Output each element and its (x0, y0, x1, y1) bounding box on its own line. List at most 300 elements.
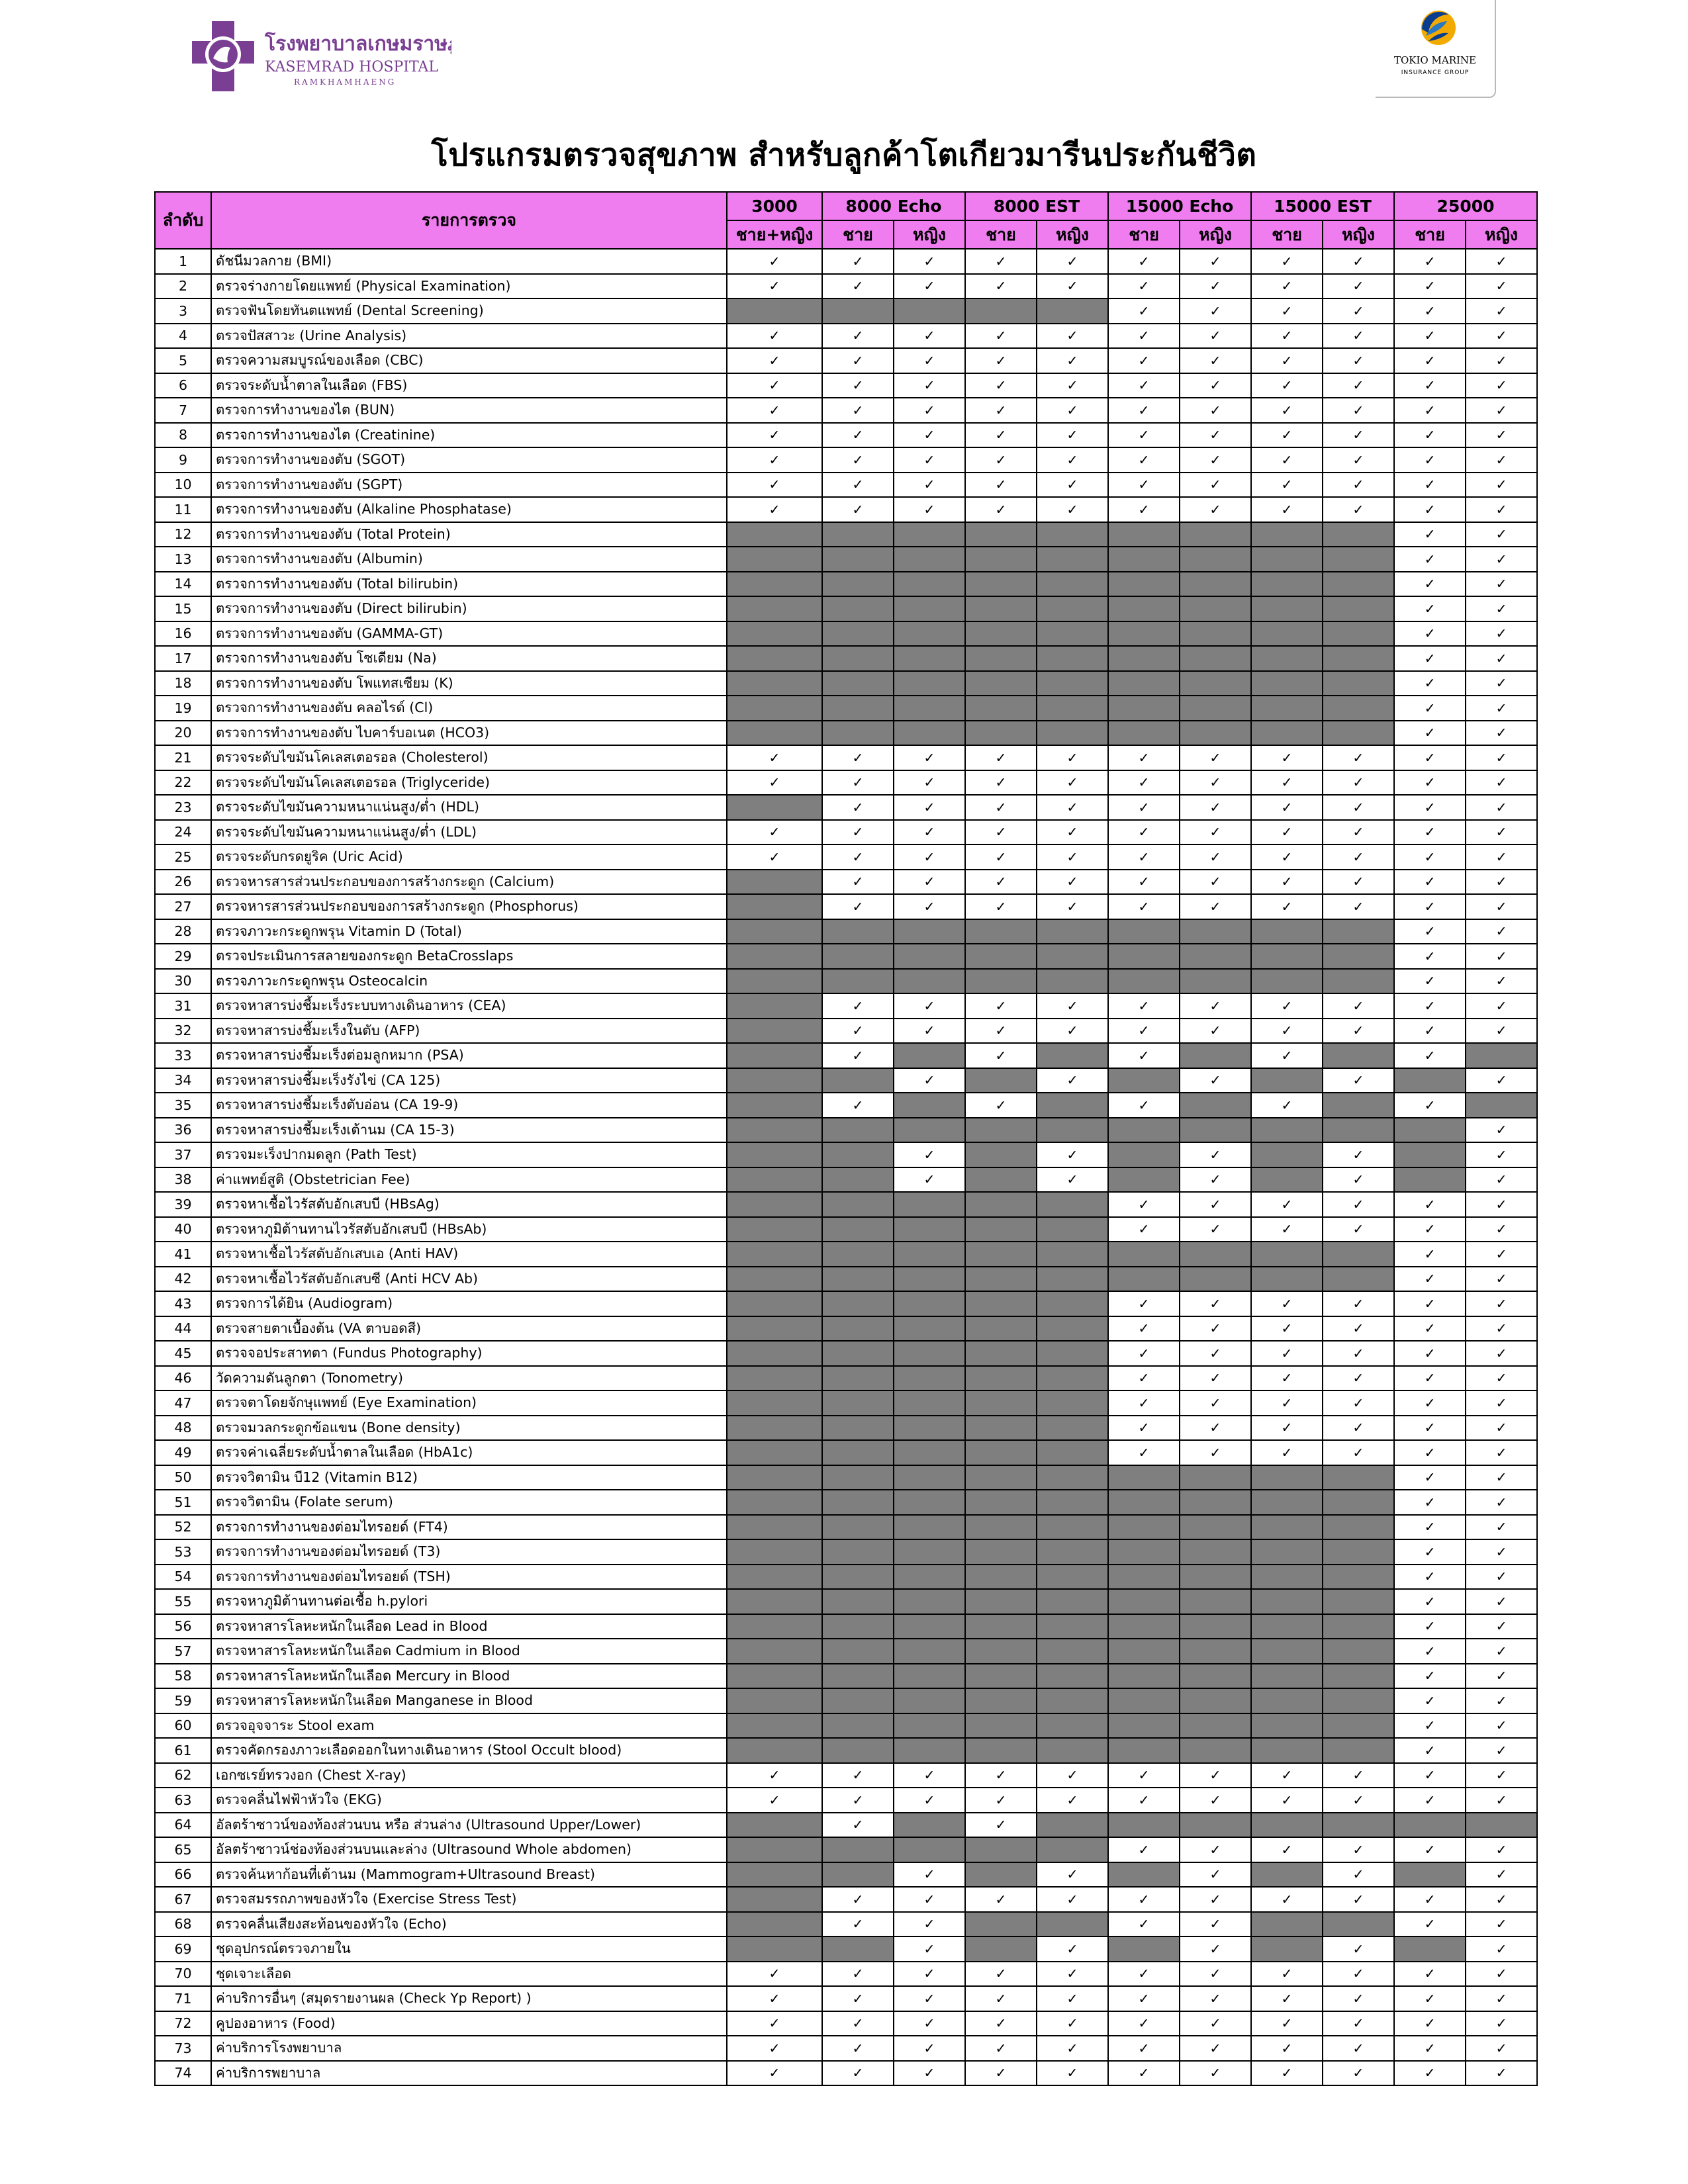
row-item: ตรวจการทำงานของตับ (SGPT) (211, 473, 727, 498)
row-item: ตรวจหาสารโลหะหนักในเลือด Lead in Blood (211, 1614, 727, 1639)
check-icon: ✓ (1394, 1614, 1466, 1639)
check-icon: ✓ (1466, 770, 1537, 796)
unavailable-cell (822, 1291, 894, 1316)
check-icon: ✓ (1466, 2061, 1537, 2086)
unavailable-cell (822, 1118, 894, 1143)
check-icon: ✓ (1466, 1366, 1537, 1391)
unavailable-cell (1251, 1936, 1323, 1962)
unavailable-cell (1037, 1837, 1108, 1862)
unavailable-cell (1180, 1490, 1251, 1515)
table-row (155, 547, 1537, 572)
check-icon: ✓ (1394, 547, 1466, 572)
unavailable-cell (894, 1093, 965, 1118)
unavailable-cell (965, 572, 1037, 597)
row-number: 62 (155, 1763, 211, 1788)
unavailable-cell (822, 1068, 894, 1093)
check-icon: ✓ (965, 348, 1037, 373)
row-item: เอกซเรย์ทรวงอก (Chest X-ray) (211, 1763, 727, 1788)
check-icon: ✓ (1251, 249, 1323, 274)
unavailable-cell (1037, 1813, 1108, 1838)
check-icon: ✓ (1466, 721, 1537, 746)
unavailable-cell (1108, 621, 1180, 647)
check-icon: ✓ (1466, 249, 1537, 274)
unavailable-cell (894, 1366, 965, 1391)
check-icon: ✓ (1466, 1664, 1537, 1689)
check-icon: ✓ (1180, 894, 1251, 919)
table-row (155, 572, 1537, 597)
check-icon: ✓ (1394, 696, 1466, 721)
check-icon: ✓ (1108, 844, 1180, 870)
row-number: 1 (155, 249, 211, 274)
unavailable-cell (1323, 1043, 1394, 1068)
table-row (155, 1589, 1537, 1614)
unavailable-cell (1251, 522, 1323, 547)
row-item: ชุดอุปกรณ์ตรวจภายใน (211, 1936, 727, 1962)
row-number: 52 (155, 1515, 211, 1540)
row-item: ตรวจคลื่นไฟฟ้าหัวใจ (EKG) (211, 1788, 727, 1813)
row-item: ชุดเจาะเลือด (211, 1962, 727, 1987)
row-number: 64 (155, 1813, 211, 1838)
unavailable-cell (965, 1465, 1037, 1490)
check-icon: ✓ (1108, 1837, 1180, 1862)
row-item: ตรวจหารสารส่วนประกอบของการสร้างกระดูก (Calcium) (211, 870, 727, 895)
check-icon: ✓ (894, 1986, 965, 2011)
check-icon: ✓ (1037, 274, 1108, 299)
check-icon: ✓ (822, 249, 894, 274)
check-icon: ✓ (1108, 1366, 1180, 1391)
check-icon: ✓ (1466, 1291, 1537, 1316)
unavailable-cell (1323, 522, 1394, 547)
check-icon: ✓ (822, 324, 894, 349)
check-icon: ✓ (894, 1068, 965, 1093)
unavailable-cell (894, 1515, 965, 1540)
row-number: 72 (155, 2011, 211, 2036)
unavailable-cell (965, 1912, 1037, 1937)
unavailable-cell (965, 1366, 1037, 1391)
row-item: ตรวจการทำงานของต่อมไทรอยด์ (T3) (211, 1539, 727, 1565)
check-icon: ✓ (727, 348, 822, 373)
check-icon: ✓ (1394, 324, 1466, 349)
check-icon: ✓ (894, 1862, 965, 1888)
check-icon: ✓ (1466, 944, 1537, 969)
unavailable-cell (822, 1341, 894, 1366)
row-item: ตรวจการทำงานของตับ (Total Protein) (211, 522, 727, 547)
check-icon: ✓ (965, 447, 1037, 473)
row-number: 60 (155, 1713, 211, 1739)
unavailable-cell (894, 1713, 965, 1739)
check-icon: ✓ (1251, 770, 1323, 796)
table-row (155, 820, 1537, 845)
unavailable-cell (1180, 919, 1251, 944)
hospital-name-en: KASEMRAD HOSPITAL (265, 59, 438, 75)
check-icon: ✓ (1108, 1019, 1180, 1044)
check-icon: ✓ (1108, 1986, 1180, 2011)
table-row (155, 696, 1537, 721)
table-row (155, 1093, 1537, 1118)
check-icon: ✓ (1251, 348, 1323, 373)
check-icon: ✓ (894, 1887, 965, 1912)
unavailable-cell (1108, 1242, 1180, 1267)
header-gender: หญิง (1180, 220, 1251, 249)
check-icon: ✓ (1251, 473, 1323, 498)
check-icon: ✓ (965, 373, 1037, 398)
check-icon: ✓ (822, 1043, 894, 1068)
check-icon: ✓ (1037, 770, 1108, 796)
unavailable-cell (1251, 969, 1323, 994)
unavailable-cell (894, 1217, 965, 1242)
check-icon: ✓ (1180, 398, 1251, 423)
check-icon: ✓ (1323, 870, 1394, 895)
check-icon: ✓ (894, 844, 965, 870)
table-row (155, 1242, 1537, 1267)
row-number: 17 (155, 646, 211, 671)
row-number: 37 (155, 1142, 211, 1167)
unavailable-cell (894, 1539, 965, 1565)
row-number: 13 (155, 547, 211, 572)
unavailable-cell (1323, 547, 1394, 572)
check-icon: ✓ (1251, 894, 1323, 919)
unavailable-cell (1108, 944, 1180, 969)
unavailable-cell (965, 1565, 1037, 1590)
row-item: ตรวจประเมินการสลายของกระดูก BetaCrosslaps (211, 944, 727, 969)
unavailable-cell (822, 572, 894, 597)
unavailable-cell (1037, 671, 1108, 696)
unavailable-cell (727, 1167, 822, 1193)
row-number: 28 (155, 919, 211, 944)
row-number: 15 (155, 596, 211, 621)
unavailable-cell (822, 1738, 894, 1763)
check-icon: ✓ (727, 473, 822, 498)
check-icon: ✓ (894, 348, 965, 373)
check-icon: ✓ (1180, 373, 1251, 398)
check-icon: ✓ (1037, 844, 1108, 870)
unavailable-cell (965, 1639, 1037, 1664)
check-icon: ✓ (965, 1887, 1037, 1912)
unavailable-cell (1323, 1713, 1394, 1739)
unavailable-cell (1323, 596, 1394, 621)
unavailable-cell (1251, 1738, 1323, 1763)
table-row (155, 423, 1537, 448)
row-number: 46 (155, 1366, 211, 1391)
unavailable-cell (1180, 1688, 1251, 1713)
row-number: 22 (155, 770, 211, 796)
unavailable-cell (965, 1242, 1037, 1267)
unavailable-cell (965, 596, 1037, 621)
check-icon: ✓ (1108, 473, 1180, 498)
unavailable-cell (822, 1589, 894, 1614)
unavailable-cell (1037, 1118, 1108, 1143)
check-icon: ✓ (1323, 1986, 1394, 2011)
check-icon: ✓ (965, 745, 1037, 770)
check-icon: ✓ (1466, 497, 1537, 522)
unavailable-cell (1323, 646, 1394, 671)
check-icon: ✓ (1251, 820, 1323, 845)
unavailable-cell (1037, 1192, 1108, 1217)
row-number: 58 (155, 1664, 211, 1689)
check-icon: ✓ (727, 1962, 822, 1987)
unavailable-cell (1251, 1565, 1323, 1590)
table-row (155, 249, 1537, 274)
row-item: อัลตร้าซาวน์ช่องท้องส่วนบนและล่าง (Ultrasound Whole abdomen) (211, 1837, 727, 1862)
unavailable-cell (822, 1167, 894, 1193)
unavailable-cell (1108, 1267, 1180, 1292)
table-row (155, 1539, 1537, 1565)
unavailable-cell (822, 1217, 894, 1242)
check-icon: ✓ (1180, 1440, 1251, 1465)
check-icon: ✓ (965, 398, 1037, 423)
check-icon: ✓ (1466, 621, 1537, 647)
unavailable-cell (965, 1936, 1037, 1962)
unavailable-cell (894, 1440, 965, 1465)
row-number: 35 (155, 1093, 211, 1118)
header-gender: ชาย (965, 220, 1037, 249)
unavailable-cell (965, 1688, 1037, 1713)
check-icon: ✓ (1108, 1763, 1180, 1788)
row-item: ตรวจหาสารโลหะหนักในเลือด Cadmium in Blood (211, 1639, 727, 1664)
check-icon: ✓ (1108, 348, 1180, 373)
check-icon: ✓ (1251, 844, 1323, 870)
table-row (155, 1267, 1537, 1292)
check-icon: ✓ (1251, 1763, 1323, 1788)
row-item: ตรวจหาสารบ่งชี้มะเร็งต่อมลูกหมาก (PSA) (211, 1043, 727, 1068)
check-icon: ✓ (1323, 2036, 1394, 2061)
check-icon: ✓ (894, 497, 965, 522)
unavailable-cell (1037, 572, 1108, 597)
unavailable-cell (822, 547, 894, 572)
unavailable-cell (1108, 522, 1180, 547)
check-icon: ✓ (1466, 844, 1537, 870)
table-row (155, 1887, 1537, 1912)
unavailable-cell (1108, 1813, 1180, 1838)
check-icon: ✓ (1108, 1416, 1180, 1441)
table-row (155, 596, 1537, 621)
table-row (155, 1465, 1537, 1490)
unavailable-cell (727, 1440, 822, 1465)
check-icon: ✓ (894, 870, 965, 895)
check-icon: ✓ (1394, 572, 1466, 597)
table-row (155, 298, 1537, 324)
unavailable-cell (894, 1465, 965, 1490)
row-number: 51 (155, 1490, 211, 1515)
check-icon: ✓ (1466, 1267, 1537, 1292)
unavailable-cell (1180, 596, 1251, 621)
unavailable-cell (894, 1813, 965, 1838)
unavailable-cell (1180, 1267, 1251, 1292)
row-number: 67 (155, 1887, 211, 1912)
unavailable-cell (1251, 671, 1323, 696)
unavailable-cell (965, 1217, 1037, 1242)
row-item: ตรวจการทำงานของตับ โพแทสเซียม (K) (211, 671, 727, 696)
row-number: 55 (155, 1589, 211, 1614)
unavailable-cell (965, 1167, 1037, 1193)
check-icon: ✓ (1251, 1093, 1323, 1118)
check-icon: ✓ (1037, 2036, 1108, 2061)
table-body (155, 249, 1537, 2085)
check-icon: ✓ (1180, 1862, 1251, 1888)
check-icon: ✓ (894, 447, 965, 473)
unavailable-cell (1037, 1341, 1108, 1366)
check-icon: ✓ (1108, 497, 1180, 522)
unavailable-cell (822, 1515, 894, 1540)
unavailable-cell (727, 1589, 822, 1614)
check-icon: ✓ (1466, 1390, 1537, 1416)
row-item: ตรวจหาสารบ่งชี้มะเร็งเต้านม (CA 15-3) (211, 1118, 727, 1143)
unavailable-cell (1180, 547, 1251, 572)
row-item: ค่าบริการโรงพยาบาล (211, 2036, 727, 2061)
check-icon: ✓ (1394, 497, 1466, 522)
check-icon: ✓ (965, 423, 1037, 448)
unavailable-cell (965, 1192, 1037, 1217)
row-number: 2 (155, 274, 211, 299)
unavailable-cell (1323, 621, 1394, 647)
check-icon: ✓ (1037, 398, 1108, 423)
row-item: ตรวจการทำงานของตับ (Albumin) (211, 547, 727, 572)
unavailable-cell (1180, 969, 1251, 994)
check-icon: ✓ (1108, 820, 1180, 845)
check-icon: ✓ (1466, 1962, 1537, 1987)
row-item: ตรวจสมรรถภาพของหัวใจ (Exercise Stress Test) (211, 1887, 727, 1912)
table-row (155, 1291, 1537, 1316)
unavailable-cell (822, 621, 894, 647)
row-number: 6 (155, 373, 211, 398)
check-icon: ✓ (1180, 298, 1251, 324)
hospital-branch: RAMKHAMHAENG (294, 77, 397, 87)
unavailable-cell (1180, 621, 1251, 647)
check-icon: ✓ (965, 2036, 1037, 2061)
unavailable-cell (822, 1713, 894, 1739)
check-icon: ✓ (894, 820, 965, 845)
check-icon: ✓ (1180, 2036, 1251, 2061)
row-item: ตรวจวิตามิน บี12 (Vitamin B12) (211, 1465, 727, 1490)
check-icon: ✓ (1466, 696, 1537, 721)
table-row (155, 1788, 1537, 1813)
check-icon: ✓ (1466, 1788, 1537, 1813)
table-row (155, 473, 1537, 498)
check-icon: ✓ (1466, 298, 1537, 324)
unavailable-cell (1108, 1738, 1180, 1763)
row-item: ตรวจระดับไขมันโคเลสเตอรอล (Cholesterol) (211, 745, 727, 770)
unavailable-cell (965, 721, 1037, 746)
check-icon: ✓ (1394, 1440, 1466, 1465)
header-gender: หญิง (894, 220, 965, 249)
check-icon: ✓ (1394, 944, 1466, 969)
table-row (155, 1936, 1537, 1962)
row-number: 73 (155, 2036, 211, 2061)
table-row (155, 1118, 1537, 1143)
unavailable-cell (1037, 1614, 1108, 1639)
unavailable-cell (1180, 944, 1251, 969)
check-icon: ✓ (1394, 1912, 1466, 1937)
row-item: ตรวจหาสารบ่งชี้มะเร็งระบบทางเดินอาหาร (CEA) (211, 993, 727, 1019)
unavailable-cell (1108, 1713, 1180, 1739)
unavailable-cell (1394, 1118, 1466, 1143)
check-icon: ✓ (1108, 1887, 1180, 1912)
check-icon: ✓ (1037, 870, 1108, 895)
unavailable-cell (894, 621, 965, 647)
check-icon: ✓ (1180, 1291, 1251, 1316)
unavailable-cell (1108, 969, 1180, 994)
check-icon: ✓ (1180, 1788, 1251, 1813)
row-item: ตรวจการทำงานของตับ ไบคาร์บอเนต (HCO3) (211, 721, 727, 746)
check-icon: ✓ (1251, 1366, 1323, 1391)
unavailable-cell (1323, 696, 1394, 721)
check-icon: ✓ (1251, 1788, 1323, 1813)
unavailable-cell (727, 1267, 822, 1292)
unavailable-cell (727, 1341, 822, 1366)
row-item: ตรวจการได้ยิน (Audiogram) (211, 1291, 727, 1316)
check-icon: ✓ (1037, 820, 1108, 845)
check-icon: ✓ (1108, 1390, 1180, 1416)
check-icon: ✓ (1323, 398, 1394, 423)
table-row (155, 274, 1537, 299)
check-icon: ✓ (1466, 1440, 1537, 1465)
row-number: 66 (155, 1862, 211, 1888)
check-icon: ✓ (1394, 1093, 1466, 1118)
check-icon: ✓ (1251, 1887, 1323, 1912)
check-icon: ✓ (1394, 522, 1466, 547)
check-icon: ✓ (1394, 894, 1466, 919)
check-icon: ✓ (1466, 1242, 1537, 1267)
unavailable-cell (727, 298, 822, 324)
unavailable-cell (1251, 696, 1323, 721)
check-icon: ✓ (1180, 1887, 1251, 1912)
check-icon: ✓ (1180, 1316, 1251, 1342)
check-icon: ✓ (1180, 1068, 1251, 1093)
check-icon: ✓ (1466, 1688, 1537, 1713)
check-icon: ✓ (1323, 1341, 1394, 1366)
check-icon: ✓ (822, 423, 894, 448)
table-row (155, 1565, 1537, 1590)
unavailable-cell (894, 1118, 965, 1143)
unavailable-cell (1108, 1936, 1180, 1962)
check-icon: ✓ (1394, 1887, 1466, 1912)
check-icon: ✓ (894, 398, 965, 423)
unavailable-cell (727, 1936, 822, 1962)
check-icon: ✓ (1251, 298, 1323, 324)
check-icon: ✓ (1466, 969, 1537, 994)
unavailable-cell (1323, 1912, 1394, 1937)
table-row (155, 745, 1537, 770)
check-icon: ✓ (894, 993, 965, 1019)
unavailable-cell (1108, 919, 1180, 944)
check-icon: ✓ (1180, 1986, 1251, 2011)
check-icon: ✓ (1466, 348, 1537, 373)
check-icon: ✓ (1466, 1763, 1537, 1788)
check-icon: ✓ (1323, 1167, 1394, 1193)
unavailable-cell (1037, 1539, 1108, 1565)
row-number: 25 (155, 844, 211, 870)
check-icon: ✓ (1466, 2036, 1537, 2061)
header-package: 3000 (727, 192, 822, 220)
unavailable-cell (965, 1614, 1037, 1639)
unavailable-cell (1108, 547, 1180, 572)
check-icon: ✓ (727, 373, 822, 398)
unavailable-cell (1037, 522, 1108, 547)
table-row (155, 2036, 1537, 2061)
unavailable-cell (965, 298, 1037, 324)
check-icon: ✓ (727, 1763, 822, 1788)
unavailable-cell (727, 1837, 822, 1862)
check-icon: ✓ (822, 348, 894, 373)
check-icon: ✓ (1466, 1118, 1537, 1143)
check-icon: ✓ (1251, 1390, 1323, 1416)
check-icon: ✓ (1323, 2061, 1394, 2086)
check-icon: ✓ (1037, 348, 1108, 373)
check-icon: ✓ (822, 870, 894, 895)
check-icon: ✓ (965, 993, 1037, 1019)
unavailable-cell (1180, 1043, 1251, 1068)
check-icon: ✓ (965, 473, 1037, 498)
